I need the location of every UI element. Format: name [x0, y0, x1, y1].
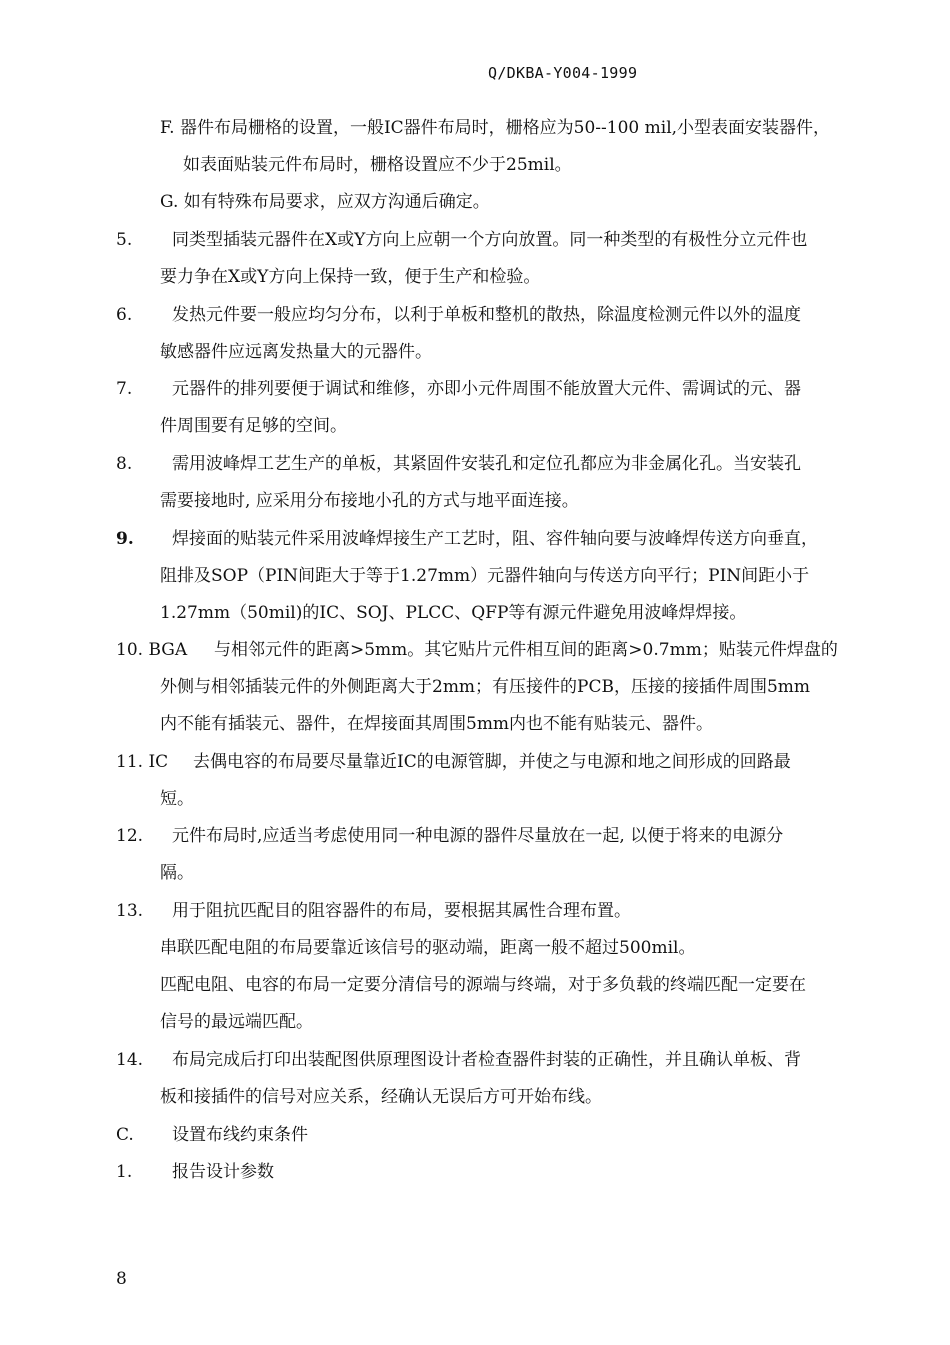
- text-line: 与相邻元件的距离>5mm。其它贴片元件相互间的距离>0.7mm；贴装元件焊盘的: [214, 640, 838, 660]
- text-line: 布局完成后打印出装配图供原理图设计者检查器件封装的正确性，并且确认单板、背: [172, 1050, 801, 1070]
- text-line: 件周围要有足够的空间。: [160, 416, 347, 436]
- text-line: 同类型插装元器件在X或Y方向上应朝一个方向放置。同一种类型的有极性分立元件也: [172, 230, 808, 250]
- text-line: 敏感器件应远离发热量大的元器件。: [160, 342, 432, 362]
- text-line: F. 器件布局栅格的设置，一般IC器件布局时，栅格应为50--100 mil,小型表面安装器件，: [160, 118, 831, 138]
- text-line: 1.27mm（50mil)的IC、SOJ、PLCC、QFP等有源元件避免用波峰焊焊接。: [160, 603, 747, 623]
- item-number: 9.: [116, 529, 134, 549]
- text-line: 去偶电容的布局要尽量靠近IC的电源管脚，并使之与电源和地之间形成的回路最: [193, 752, 791, 772]
- text-line: 串联匹配电阻的布局要靠近该信号的驱动端，距离一般不超过500mil。: [160, 938, 696, 958]
- item-number: 10. BGA: [116, 640, 188, 660]
- text-line: 要力争在X或Y方向上保持一致，便于生产和检验。: [160, 267, 541, 287]
- item-number: 1.: [116, 1162, 133, 1182]
- text-line: G. 如有特殊布局要求，应双方沟通后确定。: [160, 192, 490, 212]
- text-line: 内不能有插装元、器件，在焊接面其周围5mm内也不能有贴装元、器件。: [160, 714, 714, 734]
- document-code: Q/DKBA-Y004-1999: [488, 64, 638, 82]
- text-line: 隔。: [160, 863, 194, 883]
- section-heading: 设置布线约束条件: [172, 1125, 308, 1145]
- text-line: 用于阻抗匹配目的阻容器件的布局，要根据其属性合理布置。: [172, 901, 631, 921]
- text-line: 元器件的排列要便于调试和维修，亦即小元件周围不能放置大元件、需调试的元、器: [172, 379, 801, 399]
- text-line: 报告设计参数: [172, 1162, 274, 1182]
- item-number: 11. IC: [116, 752, 169, 772]
- item-number: 6.: [116, 305, 133, 325]
- item-number: 7.: [116, 379, 133, 399]
- item-number: 12.: [116, 826, 144, 846]
- text-line: 阻排及SOP（PIN间距大于等于1.27mm）元器件轴向与传送方向平行；PIN间距小于: [160, 566, 810, 586]
- item-number: 13.: [116, 901, 144, 921]
- text-line: 匹配电阻、电容的布局一定要分清信号的源端与终端，对于多负载的终端匹配一定要在: [160, 975, 806, 995]
- text-line: 元件布局时,应适当考虑使用同一种电源的器件尽量放在一起, 以便于将来的电源分: [172, 826, 784, 846]
- text-line: 需要接地时, 应采用分布接地小孔的方式与地平面连接。: [160, 491, 579, 511]
- item-number: 5.: [116, 230, 133, 250]
- text-line: 板和接插件的信号对应关系，经确认无误后方可开始布线。: [160, 1087, 602, 1107]
- text-line: 如表面贴装元件布局时，栅格设置应不少于25mil。: [183, 155, 572, 175]
- item-number: 14.: [116, 1050, 144, 1070]
- text-line: 信号的最远端匹配。: [160, 1012, 313, 1032]
- text-line: 焊接面的贴装元件采用波峰焊接生产工艺时，阻、容件轴向要与波峰焊传送方向垂直，: [172, 529, 818, 549]
- text-line: 需用波峰焊工艺生产的单板，其紧固件安装孔和定位孔都应为非金属化孔。当安装孔: [172, 454, 801, 474]
- page-number: 8: [116, 1269, 127, 1289]
- text-line: 外侧与相邻插装元件的外侧距离大于2mm；有压接件的PCB，压接的接插件周围5mm: [160, 677, 811, 697]
- text-line: 发热元件要一般应均匀分布，以利于单板和整机的散热，除温度检测元件以外的温度: [172, 305, 801, 325]
- item-number: 8.: [116, 454, 133, 474]
- text-line: 短。: [160, 789, 194, 809]
- section-letter: C.: [116, 1125, 134, 1145]
